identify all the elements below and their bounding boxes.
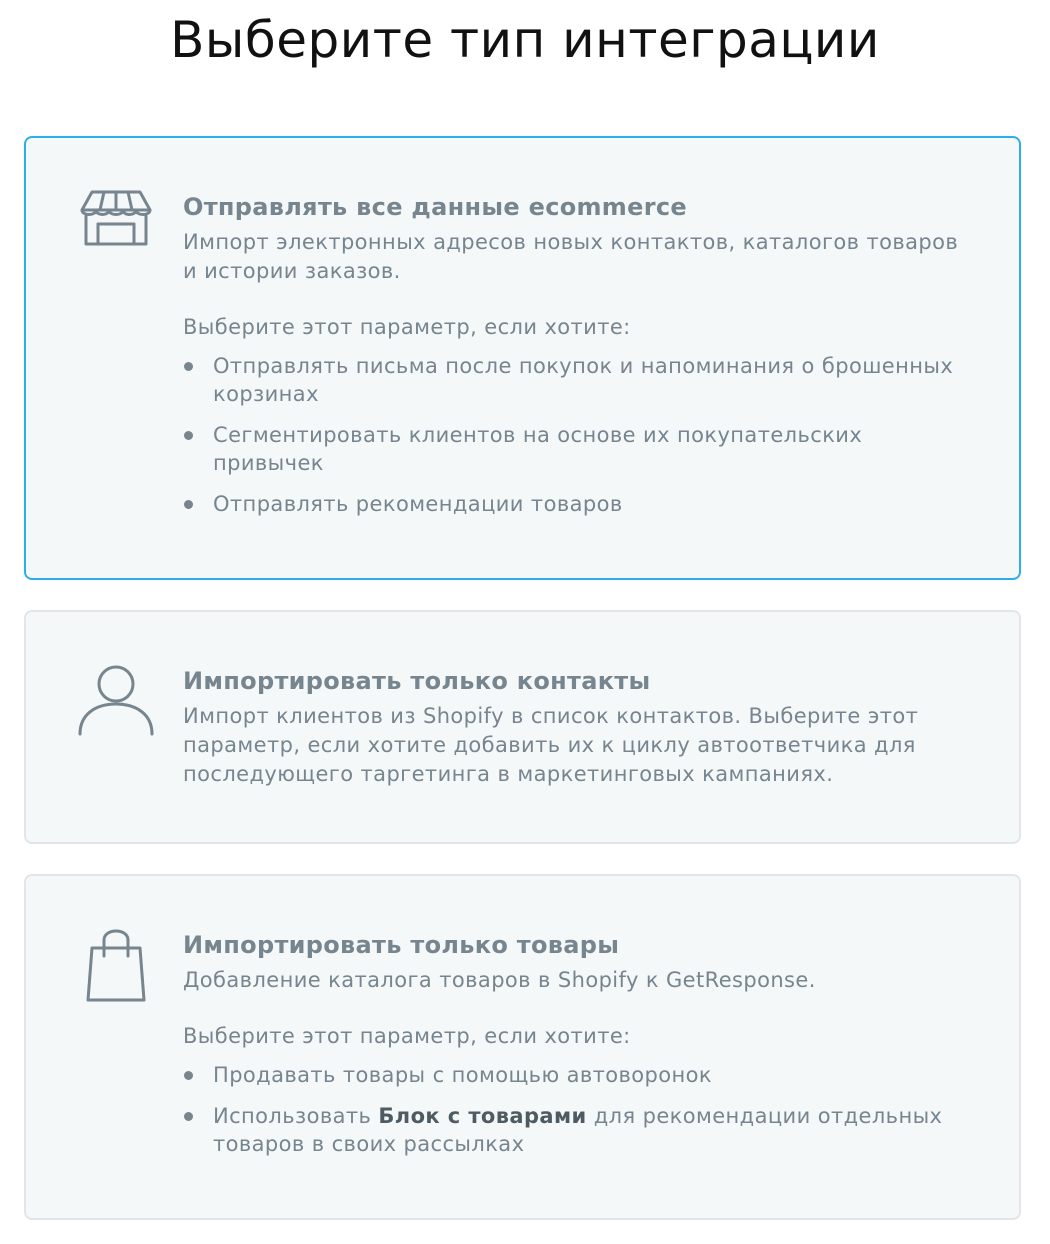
shopping-bag-icon xyxy=(78,926,154,1002)
benefit-item xyxy=(183,490,979,518)
benefit-text: Продавать товары с помощью автоворонок xyxy=(213,1063,712,1087)
bullet-dot-icon xyxy=(184,1071,193,1080)
page-title: Выберите тип интеграции xyxy=(170,11,880,69)
option-hint: Выберите этот параметр, если хотите: xyxy=(183,1024,631,1048)
option-hint: Выберите этот параметр, если хотите: xyxy=(183,315,631,339)
benefit-item xyxy=(183,352,979,408)
bullet-dot-icon xyxy=(184,431,193,440)
option-description: Добавление каталога товаров в Shopify к GetResponse. xyxy=(183,968,816,992)
option-title: Импортировать только контакты xyxy=(183,667,651,695)
benefit-list xyxy=(183,1061,979,1158)
benefit-list xyxy=(183,352,979,518)
option-title: Импортировать только товары xyxy=(183,931,620,959)
bullet-dot-icon xyxy=(184,362,193,371)
bullet-dot-icon xyxy=(184,1112,193,1121)
option-card-ecommerce[interactable] xyxy=(24,136,1021,580)
option-card-contacts[interactable] xyxy=(24,610,1021,844)
benefit-text: Отправлять письма после покупок и напоминания о брошенных корзинах xyxy=(213,354,954,406)
user-icon xyxy=(78,662,154,738)
product-block-link: Блок с товарами xyxy=(378,1104,587,1128)
storefront-icon xyxy=(78,186,154,262)
option-card-products[interactable] xyxy=(24,874,1021,1220)
option-description: Импорт клиентов из Shopify в список контактов. Выберите этот параметр, если хотите добавить их к циклу автоответчика для последующего таргетинга в маркетинговых кампаниях. xyxy=(183,704,919,786)
option-description: Импорт электронных адресов новых контактов, каталогов товаров и истории заказов. xyxy=(183,230,959,283)
bullet-dot-icon xyxy=(184,500,193,509)
benefit-text-prefix: Использовать xyxy=(213,1104,372,1128)
benefit-text-suffix: для рекомендации отдельных товаров в своих рассылках xyxy=(213,1104,943,1156)
benefit-item xyxy=(183,1061,979,1089)
benefit-text: Отправлять рекомендации товаров xyxy=(213,492,623,516)
benefit-item xyxy=(183,421,979,477)
option-title: Отправлять все данные ecommerce xyxy=(183,193,687,221)
benefit-text: Сегментировать клиентов на основе их покупательских привычек xyxy=(213,423,863,475)
benefit-item xyxy=(183,1102,979,1158)
